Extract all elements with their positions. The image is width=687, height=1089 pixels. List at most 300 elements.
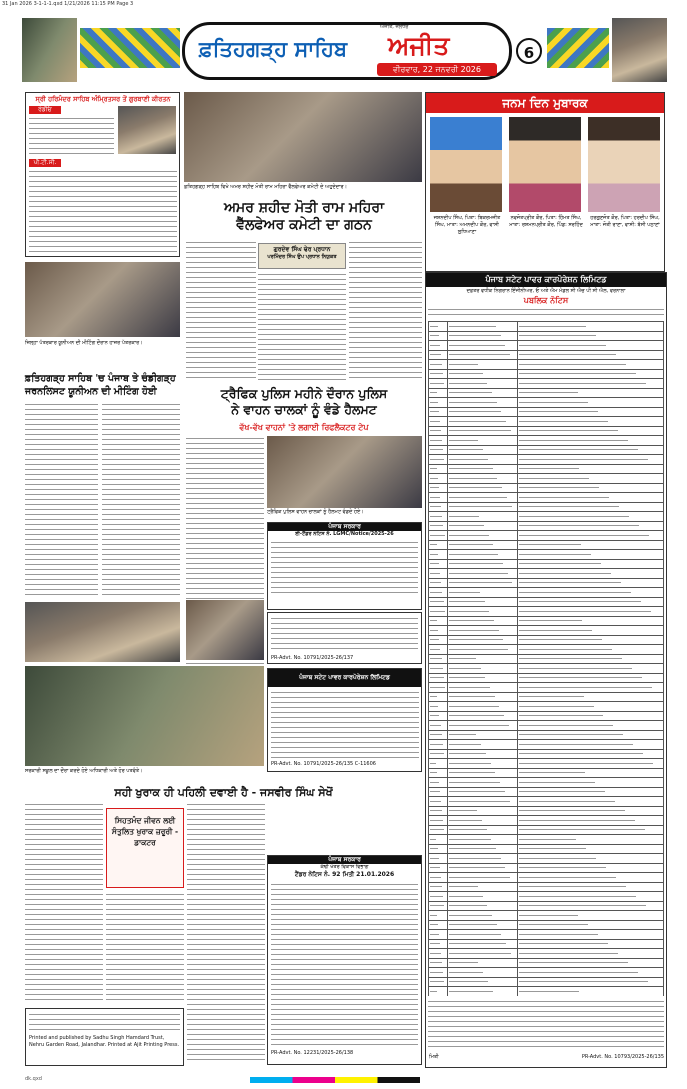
- table-cell: [518, 455, 664, 465]
- cell-text-placeholder: [519, 934, 597, 935]
- table-row: [429, 863, 664, 873]
- table-row: [429, 379, 664, 389]
- cell-text-placeholder: [519, 706, 593, 707]
- cell-text-placeholder: [430, 839, 436, 840]
- table-row: [429, 512, 664, 522]
- table-row: [429, 873, 664, 883]
- table-row: [429, 588, 664, 598]
- table-cell: [429, 873, 448, 883]
- cell-text-placeholder: [430, 782, 439, 783]
- cell-text-placeholder: [519, 877, 616, 878]
- cell-text-placeholder: [519, 449, 637, 450]
- table-row: [429, 445, 664, 455]
- table-row: [429, 816, 664, 826]
- cell-text-placeholder: [449, 763, 491, 764]
- cell-text-placeholder: [449, 373, 483, 374]
- golden-temple-photo: [118, 106, 176, 154]
- cell-text-placeholder: [430, 981, 444, 982]
- section-title: ਫ਼ਤਿਹਗੜ੍ਹ ਸਾਹਿਬ: [199, 37, 348, 61]
- table-cell: [429, 493, 448, 503]
- cell-text-placeholder: [519, 497, 609, 498]
- table-cell: [429, 417, 448, 427]
- story3-headline: [186, 386, 422, 418]
- cell-text-placeholder: [430, 611, 445, 612]
- table-cell: [429, 398, 448, 408]
- table-row: [429, 920, 664, 930]
- cell-text-placeholder: [519, 516, 629, 517]
- table-cell: [429, 987, 448, 997]
- cell-text-placeholder: [519, 554, 590, 555]
- cell-text-placeholder: [430, 696, 437, 697]
- cell-text-placeholder: [519, 677, 642, 678]
- imprint-text-top: [29, 1012, 180, 1032]
- cell-text-placeholder: [430, 886, 442, 887]
- table-cell: [447, 654, 518, 664]
- footer-slug: dk.qxd: [25, 1076, 42, 1082]
- table-cell: [429, 882, 448, 892]
- cell-text-placeholder: [449, 696, 495, 697]
- cell-text-placeholder: [519, 687, 652, 688]
- table-cell: [518, 493, 664, 503]
- story1-headline-line2: ਵੈੱਲਫੇਅਰ ਕਮੇਟੀ ਦਾ ਗਠਨ: [236, 217, 372, 233]
- table-row: [429, 740, 664, 750]
- cell-text-placeholder: [430, 905, 444, 906]
- cell-text-placeholder: [519, 544, 580, 545]
- table-row: [429, 692, 664, 702]
- cell-text-placeholder: [519, 867, 606, 868]
- cell-text-placeholder: [449, 468, 493, 469]
- cell-text-placeholder: [519, 468, 579, 469]
- table-cell: [447, 702, 518, 712]
- cell-text-placeholder: [449, 649, 508, 650]
- table-cell: [518, 797, 664, 807]
- cell-text-placeholder: [449, 962, 479, 963]
- table-row: [429, 702, 664, 712]
- table-cell: [429, 683, 448, 693]
- cell-text-placeholder: [430, 592, 442, 593]
- table-cell: [518, 759, 664, 769]
- kid-photo-2: [509, 117, 581, 212]
- table-row: [429, 778, 664, 788]
- paper-name: ਅਜੀਤ: [388, 31, 450, 60]
- table-cell: [447, 854, 518, 864]
- table-row: [429, 616, 664, 626]
- table-cell: [518, 360, 664, 370]
- cell-text-placeholder: [449, 848, 496, 849]
- cell-text-placeholder: [430, 354, 441, 355]
- table-row: [429, 483, 664, 493]
- table-cell: [447, 398, 518, 408]
- cell-text-placeholder: [449, 449, 483, 450]
- cell-text-placeholder: [519, 421, 607, 422]
- cell-text-placeholder: [430, 516, 442, 517]
- kid-photo-1: [430, 117, 502, 212]
- table-cell: [518, 436, 664, 446]
- table-cell: [518, 398, 664, 408]
- table-cell: [447, 569, 518, 579]
- table-row: [429, 949, 664, 959]
- table-row: [429, 502, 664, 512]
- cell-text-placeholder: [430, 459, 444, 460]
- table-cell: [447, 939, 518, 949]
- table-cell: [429, 635, 448, 645]
- cell-text-placeholder: [519, 392, 578, 393]
- golden-temple-image: [22, 18, 77, 82]
- punjab-sarkar-ad-2: [267, 855, 422, 1065]
- decorative-pattern: [547, 28, 609, 68]
- location-tag: ਅਜੀਤ, ਜਲੰਧਰ: [380, 24, 409, 30]
- school-visit-photo: [25, 666, 264, 766]
- table-cell: [429, 588, 448, 598]
- table-cell: [518, 930, 664, 940]
- decorative-pattern: [80, 28, 180, 68]
- table-row: [429, 455, 664, 465]
- committee-photo: [184, 92, 422, 182]
- table-cell: [447, 550, 518, 560]
- cell-text-placeholder: [449, 421, 506, 422]
- story4-text-col1: [25, 802, 103, 1002]
- story4-quote-box: [106, 808, 184, 888]
- cell-text-placeholder: [519, 582, 620, 583]
- table-row: [429, 341, 664, 351]
- cell-text-placeholder: [430, 744, 443, 745]
- story3-headline-line1: ਟ੍ਰੈਫਿਕ ਪੁਲਿਸ ਮਹੀਨੇ ਦੌਰਾਨ ਪੁਲਿਸ: [220, 386, 388, 401]
- kirtan-schedule-text: [29, 169, 177, 255]
- cell-text-placeholder: [449, 687, 490, 688]
- cell-text-placeholder: [430, 326, 438, 327]
- cell-text-placeholder: [519, 953, 617, 954]
- table-cell: [447, 778, 518, 788]
- table-cell: [429, 369, 448, 379]
- table-cell: [447, 350, 518, 360]
- cell-text-placeholder: [430, 525, 443, 526]
- table-cell: [518, 920, 664, 930]
- table-cell: [518, 426, 664, 436]
- cell-text-placeholder: [449, 402, 497, 403]
- cell-text-placeholder: [430, 791, 440, 792]
- cell-text-placeholder: [519, 525, 639, 526]
- table-cell: [447, 407, 518, 417]
- cell-text-placeholder: [430, 506, 441, 507]
- kid-name-3: ਹਰਗੁਣਜੋਤ ਕੌਰ, ਪਿਤਾ: ਹਰਦੀਪ ਸਿੰਘ, ਮਾਤਾ: ਜੋਤੀ ਰਾਣਾ, ਵਾਸੀ: ਬੱਸੀ ਪਠਾਣਾਂ: [590, 215, 660, 228]
- cell-text-placeholder: [519, 639, 602, 640]
- table-cell: [518, 664, 664, 674]
- pspcl-footer-right: PR-Advt. No. 10793/2025-26/135: [581, 1054, 664, 1060]
- cell-text-placeholder: [519, 829, 645, 830]
- table-cell: [429, 597, 448, 607]
- cell-text-placeholder: [519, 962, 627, 963]
- table-cell: [447, 417, 518, 427]
- cell-text-placeholder: [519, 886, 626, 887]
- cell-text-placeholder: [449, 877, 510, 878]
- table-cell: [429, 407, 448, 417]
- table-cell: [518, 559, 664, 569]
- cell-text-placeholder: [519, 734, 623, 735]
- story4-headline: ਸਹੀ ਖੁਰਾਕ ਹੀ ਪਹਿਲੀ ਦਵਾਈ ਹੈ - ਜਸਵੀਰ ਸਿੰਘ ਸੇਖੋਂ: [114, 786, 333, 799]
- cell-text-placeholder: [449, 829, 487, 830]
- table-cell: [447, 502, 518, 512]
- pspcl-table: [428, 321, 664, 996]
- table-row: [429, 417, 664, 427]
- ad1-text: [271, 540, 418, 595]
- table-cell: [447, 531, 518, 541]
- table-row: [429, 768, 664, 778]
- table-cell: [429, 958, 448, 968]
- table-row: [429, 597, 664, 607]
- table-cell: [518, 816, 664, 826]
- table-cell: [429, 740, 448, 750]
- cell-text-placeholder: [430, 535, 445, 536]
- table-row: [429, 388, 664, 398]
- traffic-police-photo: [267, 436, 422, 508]
- table-cell: [429, 949, 448, 959]
- cell-text-placeholder: [430, 924, 438, 925]
- cell-text-placeholder: [430, 392, 437, 393]
- masthead: [22, 18, 667, 86]
- cell-text-placeholder: [430, 943, 440, 944]
- cell-text-placeholder: [430, 421, 440, 422]
- table-row: [429, 550, 664, 560]
- cell-text-placeholder: [449, 525, 484, 526]
- table-cell: [518, 692, 664, 702]
- table-row: [429, 398, 664, 408]
- table-row: [429, 683, 664, 693]
- table-row: [429, 426, 664, 436]
- table-cell: [447, 987, 518, 997]
- table-cell: [429, 521, 448, 531]
- cell-text-placeholder: [519, 943, 607, 944]
- cell-text-placeholder: [430, 991, 437, 992]
- kirtan-text: [29, 116, 114, 154]
- cell-text-placeholder: [449, 430, 511, 431]
- table-cell: [518, 322, 664, 332]
- table-row: [429, 350, 664, 360]
- table-cell: [447, 873, 518, 883]
- pspcl-sub: ਦਫ਼ਤਰ ਵਧੀਕ ਨਿਗਰਾਨ ਇੰਜੀਨੀਅਰ, ਓ ਅਤੇ ਐਮ ਮੰਡਲ ਸੀ ਐਚ ਪੀ ਸੀ ਐਲ, ਵਰਨਾਲਾ: [466, 288, 626, 294]
- table-cell: [447, 721, 518, 731]
- table-cell: [518, 882, 664, 892]
- cell-text-placeholder: [519, 383, 646, 384]
- kid-photo-3: [588, 117, 660, 212]
- story3-subhead: ਵੱਖ-ਵੱਖ ਵਾਹਨਾਂ 'ਤੇ ਲਗਾਈ ਰਿਫਲੈਕਟਰ ਟੇਪ: [239, 423, 369, 432]
- table-cell: [518, 521, 664, 531]
- cell-text-placeholder: [430, 383, 444, 384]
- birthday-box: [425, 92, 665, 272]
- table-cell: [447, 683, 518, 693]
- cell-text-placeholder: [519, 858, 596, 859]
- table-row: [429, 825, 664, 835]
- table-row: [429, 797, 664, 807]
- cell-text-placeholder: [449, 801, 510, 802]
- table-cell: [518, 588, 664, 598]
- story4-quote: ਸਿਹਤਮੰਦ ਜੀਵਨ ਲਈ ਸੰਤੁਲਿਤ ਖੁਰਾਕ ਜ਼ਰੂਰੀ - ਡਾਕਟਰ: [111, 816, 179, 847]
- cell-text-placeholder: [519, 924, 587, 925]
- cell-text-placeholder: [430, 810, 442, 811]
- pspcl-small-title: ਪੰਜਾਬ ਸਟੇਟ ਪਾਵਰ ਕਾਰਪੋਰੇਸ਼ਨ ਲਿਮਿਟਡ: [268, 669, 421, 687]
- table-row: [429, 322, 664, 332]
- table-cell: [429, 854, 448, 864]
- story2-headline: [25, 372, 180, 398]
- cell-text-placeholder: [449, 677, 485, 678]
- table-cell: [518, 863, 664, 873]
- imprint-box: [25, 1008, 184, 1066]
- birthday-header: ਜਨਮ ਦਿਨ ਮੁਬਾਰਕ: [426, 93, 664, 113]
- table-cell: [447, 483, 518, 493]
- cell-text-placeholder: [430, 763, 436, 764]
- table-row: [429, 882, 664, 892]
- pspcl-footer-left: ਮਿਤੀ: [429, 1054, 439, 1060]
- pspcl-small-text: [271, 690, 419, 758]
- table-cell: [518, 892, 664, 902]
- table-cell: [429, 939, 448, 949]
- table-cell: [447, 626, 518, 636]
- table-cell: [518, 721, 664, 731]
- table-cell: [447, 882, 518, 892]
- table-cell: [429, 388, 448, 398]
- ad2-sub: ਕੰਢੀ ਖੇਤਰ ਵਿਕਾਸ ਵਿਭਾਗ: [320, 864, 369, 870]
- table-cell: [429, 426, 448, 436]
- cell-text-placeholder: [519, 725, 613, 726]
- table-cell: [429, 797, 448, 807]
- cell-text-placeholder: [519, 573, 610, 574]
- table-cell: [518, 939, 664, 949]
- table-row: [429, 977, 664, 987]
- cell-text-placeholder: [519, 592, 630, 593]
- table-cell: [447, 369, 518, 379]
- cell-text-placeholder: [519, 326, 586, 327]
- cell-text-placeholder: [519, 915, 578, 916]
- cell-text-placeholder: [449, 886, 478, 887]
- cell-text-placeholder: [519, 459, 647, 460]
- cell-text-placeholder: [519, 535, 649, 536]
- table-cell: [518, 550, 664, 560]
- table-cell: [518, 464, 664, 474]
- table-cell: [447, 322, 518, 332]
- cell-text-placeholder: [430, 848, 438, 849]
- cell-text-placeholder: [430, 820, 443, 821]
- story2-headline-line2: ਜਰਨਲਿਸਟ ਯੂਨੀਅਨ ਦੀ ਮੀਟਿੰਗ ਹੋਈ: [25, 386, 157, 397]
- cell-text-placeholder: [449, 639, 504, 640]
- kirtan-title: ਸ੍ਰੀ ਹਰਿਮੰਦਰ ਸਾਹਿਬ ਅੰਮ੍ਰਿਤਸਰ ਤੋਂ ਗੁਰਬਾਣੀ ਕੀਰਤਨ: [35, 95, 171, 103]
- event-photo-side: [186, 600, 264, 660]
- table-cell: [447, 331, 518, 341]
- cell-text-placeholder: [449, 858, 501, 859]
- cell-text-placeholder: [430, 364, 442, 365]
- pspcl-notice: [425, 272, 667, 1068]
- cell-text-placeholder: [430, 934, 439, 935]
- cell-text-placeholder: [449, 364, 478, 365]
- cell-text-placeholder: [430, 563, 439, 564]
- ad1-footer: PR-Advt. No. 10791/2025-26/137: [271, 655, 354, 661]
- imprint-text: Printed and published by Sadhu Singh Hamdard Trust, Nehru Garden Road, Jalandhar. Printed at Ajit Printing Press.: [29, 1035, 180, 1048]
- table-row: [429, 806, 664, 816]
- table-row: [429, 436, 664, 446]
- table-cell: [518, 483, 664, 493]
- table-cell: [429, 616, 448, 626]
- story2-text-col1: [25, 402, 98, 597]
- table-row: [429, 521, 664, 531]
- table-row: [429, 531, 664, 541]
- cell-text-placeholder: [449, 706, 500, 707]
- story3-headline-line2: ਨੇ ਵਾਹਨ ਚਾਲਕਾਂ ਨੂੰ ਵੰਡੇ ਹੈਲਮਟ: [231, 402, 377, 417]
- table-cell: [429, 455, 448, 465]
- table-cell: [429, 445, 448, 455]
- cell-text-placeholder: [449, 915, 492, 916]
- table-cell: [518, 512, 664, 522]
- table-cell: [429, 911, 448, 921]
- cell-text-placeholder: [449, 668, 481, 669]
- table-cell: [518, 417, 664, 427]
- table-row: [429, 559, 664, 569]
- table-cell: [429, 654, 448, 664]
- table-row: [429, 369, 664, 379]
- cell-text-placeholder: [430, 677, 444, 678]
- table-cell: [518, 635, 664, 645]
- table-row: [429, 787, 664, 797]
- cell-text-placeholder: [449, 478, 498, 479]
- table-cell: [447, 540, 518, 550]
- cell-text-placeholder: [430, 915, 437, 916]
- cell-text-placeholder: [449, 354, 510, 355]
- meeting-photo: [25, 262, 180, 337]
- table-cell: [518, 350, 664, 360]
- cell-text-placeholder: [449, 867, 506, 868]
- cell-text-placeholder: [449, 782, 500, 783]
- table-cell: [518, 626, 664, 636]
- story1-text-col3: [349, 240, 422, 380]
- cell-text-placeholder: [519, 411, 597, 412]
- cell-text-placeholder: [449, 630, 499, 631]
- table-cell: [429, 759, 448, 769]
- table-cell: [518, 540, 664, 550]
- cell-text-placeholder: [519, 848, 586, 849]
- pspcl-small-footer: PR-Advt. No. 10791/2025-26/135 C-11606: [271, 761, 376, 767]
- pspcl-small-ad: [267, 668, 422, 772]
- ad1b-text: [271, 616, 418, 652]
- cell-text-placeholder: [519, 649, 612, 650]
- table-cell: [447, 797, 518, 807]
- cell-text-placeholder: [519, 345, 606, 346]
- table-cell: [518, 569, 664, 579]
- ptc-label: ਪੀ.ਟੀ.ਸੀ.: [29, 159, 61, 167]
- cell-text-placeholder: [430, 582, 441, 583]
- table-row: [429, 721, 664, 731]
- table-cell: [518, 844, 664, 854]
- table-row: [429, 540, 664, 550]
- pspcl-table-grid: [428, 321, 664, 996]
- pspcl-intro: [428, 307, 664, 319]
- table-cell: [518, 825, 664, 835]
- cell-text-placeholder: [519, 801, 615, 802]
- cell-text-placeholder: [430, 478, 438, 479]
- table-cell: [447, 920, 518, 930]
- cell-text-placeholder: [519, 563, 600, 564]
- table-cell: [429, 322, 448, 332]
- cell-text-placeholder: [430, 620, 437, 621]
- table-cell: [429, 559, 448, 569]
- cell-text-placeholder: [519, 506, 619, 507]
- table-row: [429, 569, 664, 579]
- ad1-ref: ਈ-ਟੈਂਡਰ ਨੋਟਿਸ ਨੰ. LGMC/Notice/2025-26: [295, 531, 394, 537]
- table-cell: [518, 968, 664, 978]
- table-cell: [518, 873, 664, 883]
- cell-text-placeholder: [430, 554, 438, 555]
- table-cell: [429, 673, 448, 683]
- table-cell: [429, 835, 448, 845]
- cell-text-placeholder: [519, 354, 616, 355]
- table-cell: [447, 635, 518, 645]
- table-cell: [447, 436, 518, 446]
